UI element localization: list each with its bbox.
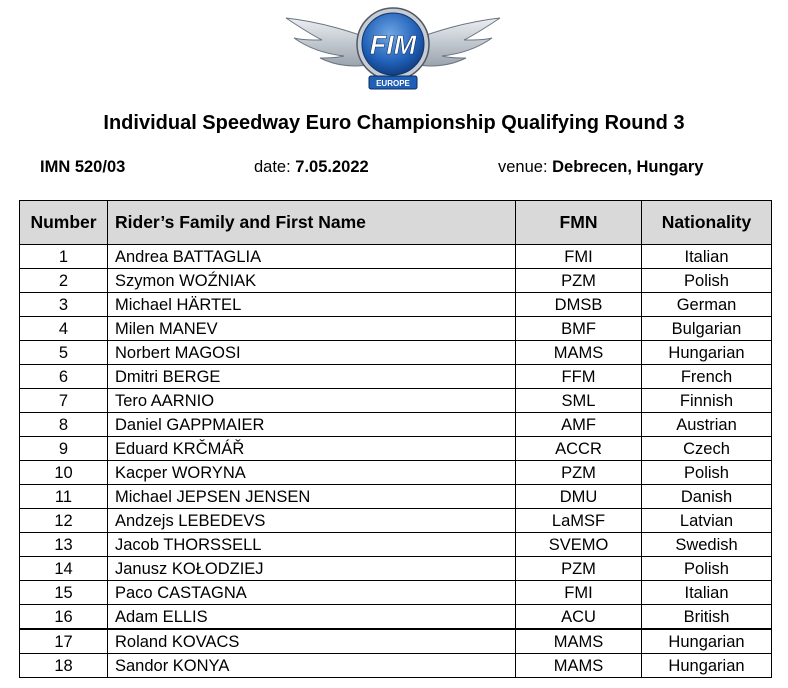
cell-fmn: MAMS: [516, 629, 642, 654]
event-venue: [498, 158, 703, 177]
cell-nationality: Hungarian: [642, 629, 772, 654]
imn-code: IMN 520/03: [40, 158, 126, 176]
cell-number: 4: [20, 317, 108, 341]
cell-number: 9: [20, 437, 108, 461]
cell-number: 6: [20, 365, 108, 389]
cell-nationality: Danish: [642, 485, 772, 509]
cell-number: 2: [20, 269, 108, 293]
date-label: date:: [254, 158, 296, 176]
cell-number: 16: [20, 605, 108, 630]
table-row: [20, 533, 772, 557]
header-nationality: Nationality: [642, 201, 772, 245]
cell-nationality: Hungarian: [642, 654, 772, 678]
cell-rider-name: Sandor KONYA: [108, 654, 516, 678]
table-row: [20, 389, 772, 413]
cell-nationality: Czech: [642, 437, 772, 461]
cell-number: 18: [20, 654, 108, 678]
cell-fmn: MAMS: [516, 341, 642, 365]
cell-rider-name: Eduard KRČMÁŘ: [108, 437, 516, 461]
table-row: [20, 245, 772, 269]
table-row: [20, 437, 772, 461]
cell-nationality: German: [642, 293, 772, 317]
cell-rider-name: Jacob THORSSELL: [108, 533, 516, 557]
cell-rider-name: Milen MANEV: [108, 317, 516, 341]
cell-rider-name: Andrea BATTAGLIA: [108, 245, 516, 269]
table-row: [20, 269, 772, 293]
cell-number: 5: [20, 341, 108, 365]
table-row: [20, 485, 772, 509]
cell-rider-name: Adam ELLIS: [108, 605, 516, 630]
cell-rider-name: Norbert MAGOSI: [108, 341, 516, 365]
table-row: [20, 461, 772, 485]
cell-fmn: FMI: [516, 245, 642, 269]
cell-nationality: Italian: [642, 581, 772, 605]
cell-fmn: PZM: [516, 269, 642, 293]
cell-number: 7: [20, 389, 108, 413]
cell-fmn: ACCR: [516, 437, 642, 461]
header-number: Number: [20, 201, 108, 245]
cell-rider-name: Daniel GAPPMAIER: [108, 413, 516, 437]
cell-number: 3: [20, 293, 108, 317]
cell-nationality: Swedish: [642, 533, 772, 557]
cell-fmn: ACU: [516, 605, 642, 630]
cell-fmn: MAMS: [516, 654, 642, 678]
venue-value: Debrecen, Hungary: [552, 158, 704, 176]
cell-fmn: PZM: [516, 557, 642, 581]
cell-rider-name: Paco CASTAGNA: [108, 581, 516, 605]
cell-rider-name: Dmitri BERGE: [108, 365, 516, 389]
cell-fmn: DMSB: [516, 293, 642, 317]
cell-rider-name: Janusz KOŁODZIEJ: [108, 557, 516, 581]
venue-label: venue:: [498, 158, 553, 176]
cell-nationality: Bulgarian: [642, 317, 772, 341]
document-title: Individual Speedway Euro Championship Qualifying Round 3: [103, 112, 685, 134]
fim-europe-logo: [282, 4, 504, 92]
table-row: [20, 509, 772, 533]
header-rider-name: Rider’s Family and First Name: [108, 201, 516, 245]
riders-table: [19, 200, 772, 678]
cell-fmn: SML: [516, 389, 642, 413]
cell-rider-name: Tero AARNIO: [108, 389, 516, 413]
cell-number: 12: [20, 509, 108, 533]
table-header-row: [20, 201, 772, 245]
cell-number: 1: [20, 245, 108, 269]
table-row: [20, 317, 772, 341]
cell-fmn: BMF: [516, 317, 642, 341]
cell-fmn: DMU: [516, 485, 642, 509]
cell-nationality: Finnish: [642, 389, 772, 413]
cell-number: 14: [20, 557, 108, 581]
logo-text: FIM: [369, 30, 417, 60]
cell-fmn: FFM: [516, 365, 642, 389]
cell-rider-name: Szymon WOŹNIAK: [108, 269, 516, 293]
cell-number: 8: [20, 413, 108, 437]
cell-number: 17: [20, 629, 108, 654]
cell-rider-name: Kacper WORYNA: [108, 461, 516, 485]
table-row: [20, 341, 772, 365]
cell-rider-name: Michael JEPSEN JENSEN: [108, 485, 516, 509]
cell-nationality: Latvian: [642, 509, 772, 533]
table-row: [20, 365, 772, 389]
header-fmn: FMN: [516, 201, 642, 245]
cell-nationality: Polish: [642, 269, 772, 293]
table-row: [20, 581, 772, 605]
cell-nationality: Hungarian: [642, 341, 772, 365]
cell-number: 15: [20, 581, 108, 605]
cell-rider-name: Michael HÄRTEL: [108, 293, 516, 317]
cell-nationality: Polish: [642, 461, 772, 485]
cell-fmn: LaMSF: [516, 509, 642, 533]
table-row: [20, 654, 772, 678]
cell-nationality: Austrian: [642, 413, 772, 437]
cell-rider-name: Andzejs LEBEDEVS: [108, 509, 516, 533]
cell-nationality: Italian: [642, 245, 772, 269]
cell-fmn: AMF: [516, 413, 642, 437]
table-body: [20, 245, 772, 678]
logo-subtext: EUROPE: [376, 79, 410, 88]
table-row: [20, 293, 772, 317]
table-row: [20, 629, 772, 654]
cell-fmn: SVEMO: [516, 533, 642, 557]
cell-number: 13: [20, 533, 108, 557]
cell-nationality: British: [642, 605, 772, 630]
cell-fmn: PZM: [516, 461, 642, 485]
cell-number: 10: [20, 461, 108, 485]
cell-number: 11: [20, 485, 108, 509]
table-row: [20, 557, 772, 581]
cell-fmn: FMI: [516, 581, 642, 605]
table-row: [20, 605, 772, 630]
table-row: [20, 413, 772, 437]
event-date: [254, 158, 369, 177]
cell-nationality: Polish: [642, 557, 772, 581]
cell-rider-name: Roland KOVACS: [108, 629, 516, 654]
cell-nationality: French: [642, 365, 772, 389]
date-value: 7.05.2022: [295, 158, 369, 176]
